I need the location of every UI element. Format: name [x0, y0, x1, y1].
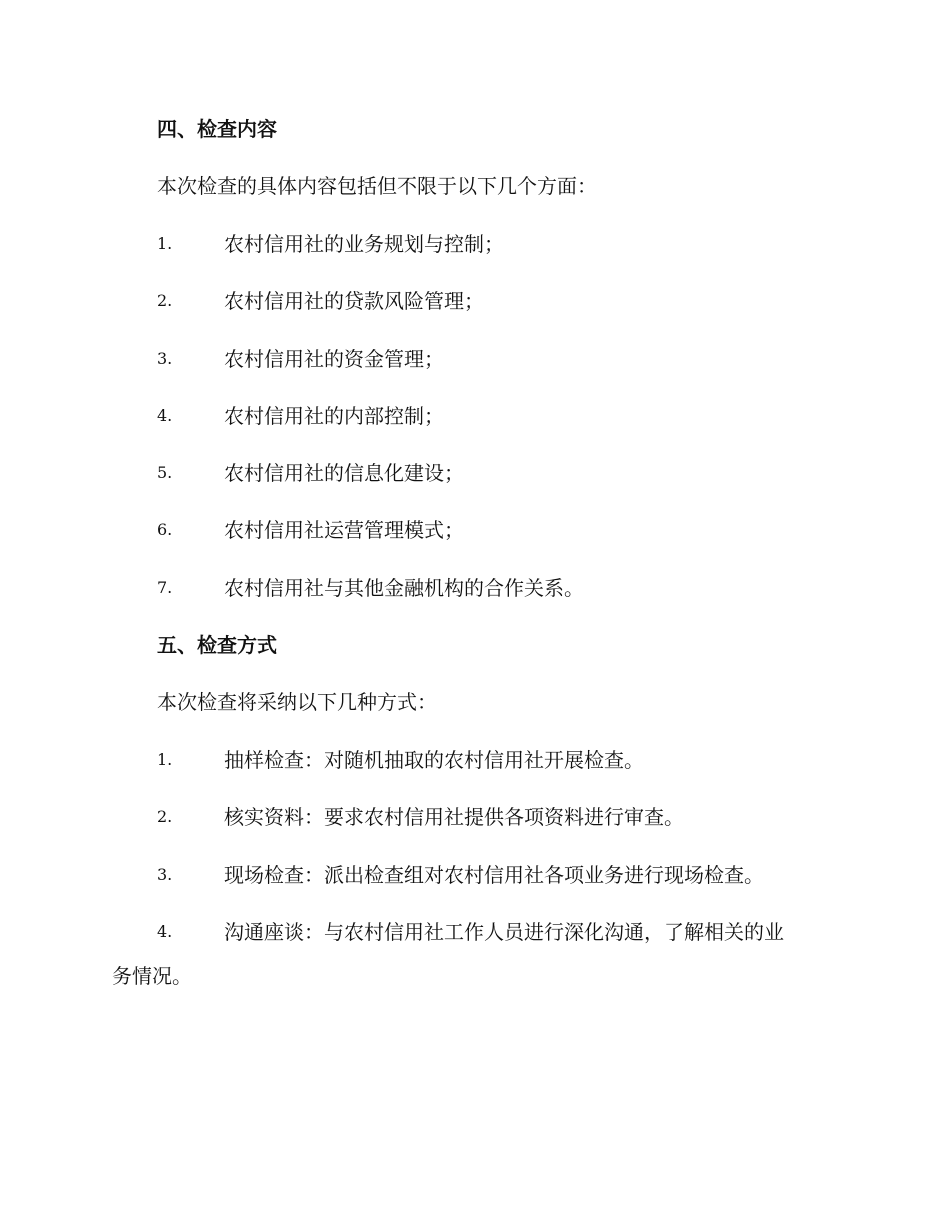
list-item-text: 沟通座谈：与农村信用社工作人员进行深化沟通，了解相关的业: [224, 920, 784, 944]
section-intro-5: 本次检查将采纳以下几种方式：: [157, 690, 437, 714]
list-item-number: 4.: [157, 922, 173, 941]
list-item-number: 1.: [157, 750, 173, 769]
list-item-number: 4.: [157, 406, 173, 425]
list-item-text: 农村信用社与其他金融机构的合作关系。: [224, 576, 584, 600]
list-item-number: 5.: [157, 463, 173, 482]
list-item-number: 3.: [157, 865, 173, 884]
list-item-text: 农村信用社的内部控制；: [224, 404, 444, 428]
list-item-text: 现场检查：派出检查组对农村信用社各项业务进行现场检查。: [224, 863, 764, 887]
list-item-number: 2.: [157, 291, 173, 310]
list-item-number: 1.: [157, 234, 173, 253]
list-item-text: 农村信用社的业务规划与控制；: [224, 232, 504, 256]
list-item-text: 农村信用社的资金管理；: [224, 347, 444, 371]
list-item-number: 6.: [157, 520, 173, 539]
section-heading-5: 五、检查方式: [157, 633, 277, 657]
list-item-number: 7.: [157, 578, 173, 597]
list-item-number: 2.: [157, 807, 173, 826]
section-intro-4: 本次检查的具体内容包括但不限于以下几个方面：: [157, 174, 597, 198]
list-item-text: 抽样检查：对随机抽取的农村信用社开展检查。: [224, 748, 644, 772]
list-item-text: 农村信用社的贷款风险管理；: [224, 289, 484, 313]
list-item-text: 核实资料：要求农村信用社提供各项资料进行审查。: [224, 805, 684, 829]
section-heading-4: 四、检查内容: [157, 117, 277, 141]
list-item-text-continuation: 务情况。: [112, 964, 192, 988]
list-item-text: 农村信用社运营管理模式；: [224, 518, 464, 542]
list-item-number: 3.: [157, 349, 173, 368]
list-item-text: 农村信用社的信息化建设；: [224, 461, 464, 485]
